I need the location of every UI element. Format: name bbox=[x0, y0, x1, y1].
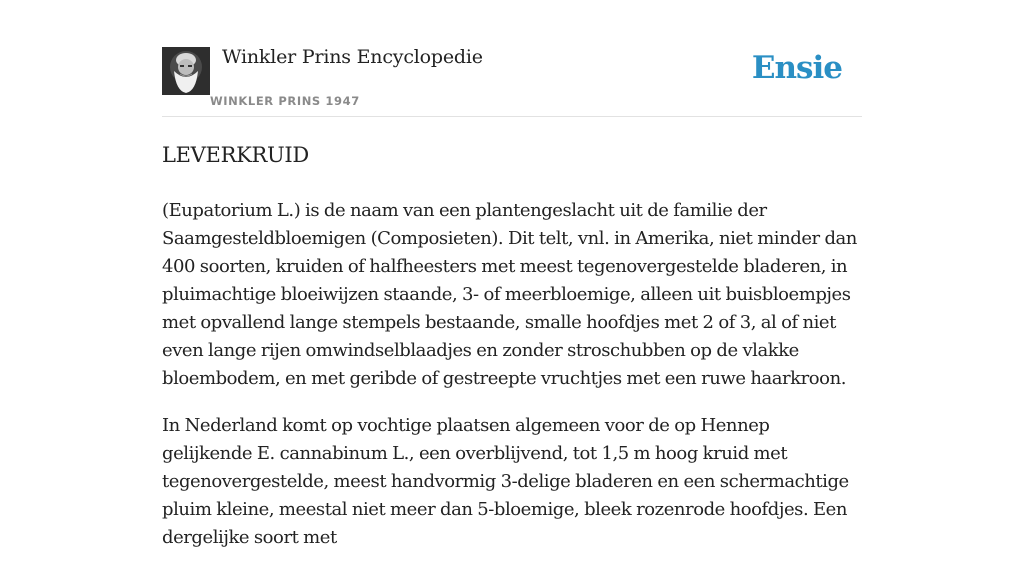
article-paragraph: (Eupatorium L.) is de naam van een plantengeslacht uit de familie der Saamgesteldbloemigen (Composieten). Dit telt, vnl. in Amerika, niet minder dan 400 soorten, kruiden of halfheesters met meest tegenovergestelde bladeren, in pluimachtige bloeiwijzen staande, 3- of meerbloemige, alleen uit buisbloempjes met opvallend lange stempels bestaande, smalle hoofdjes met 2 of 3, al of niet even lange rijen omwindselblaadjes en zonder stroschubben op de vlakke bloembodem, en met geribde of gestreepte vruchtjes met een ruwe haarkroon. bbox=[162, 200, 857, 389]
article-title: LEVERKRUID bbox=[162, 143, 309, 167]
article bbox=[162, 140, 862, 571]
article-paragraph: In Nederland komt op vochtige plaatsen algemeen voor de op Hennep gelijkende E. cannabinum L., een overblijvend, tot 1,5 m hoog kruid met tegenovergestelde, meest handvormig 3-delige bladeren en een schermachtige pluim kleine, meestal niet meer dan 5-bloemige, bleek rozenrode hoofdjes. Een dergelijke soort met bbox=[162, 415, 849, 548]
source-header bbox=[162, 40, 862, 117]
avatar[interactable] bbox=[162, 47, 210, 95]
brand-logo[interactable]: Ensie bbox=[751, 50, 842, 86]
bearded-man-portrait-icon bbox=[162, 47, 210, 95]
source-title[interactable]: Winkler Prins Encyclopedie bbox=[222, 46, 483, 68]
source-subtitle[interactable]: WINKLER PRINS 1947 bbox=[210, 94, 360, 108]
